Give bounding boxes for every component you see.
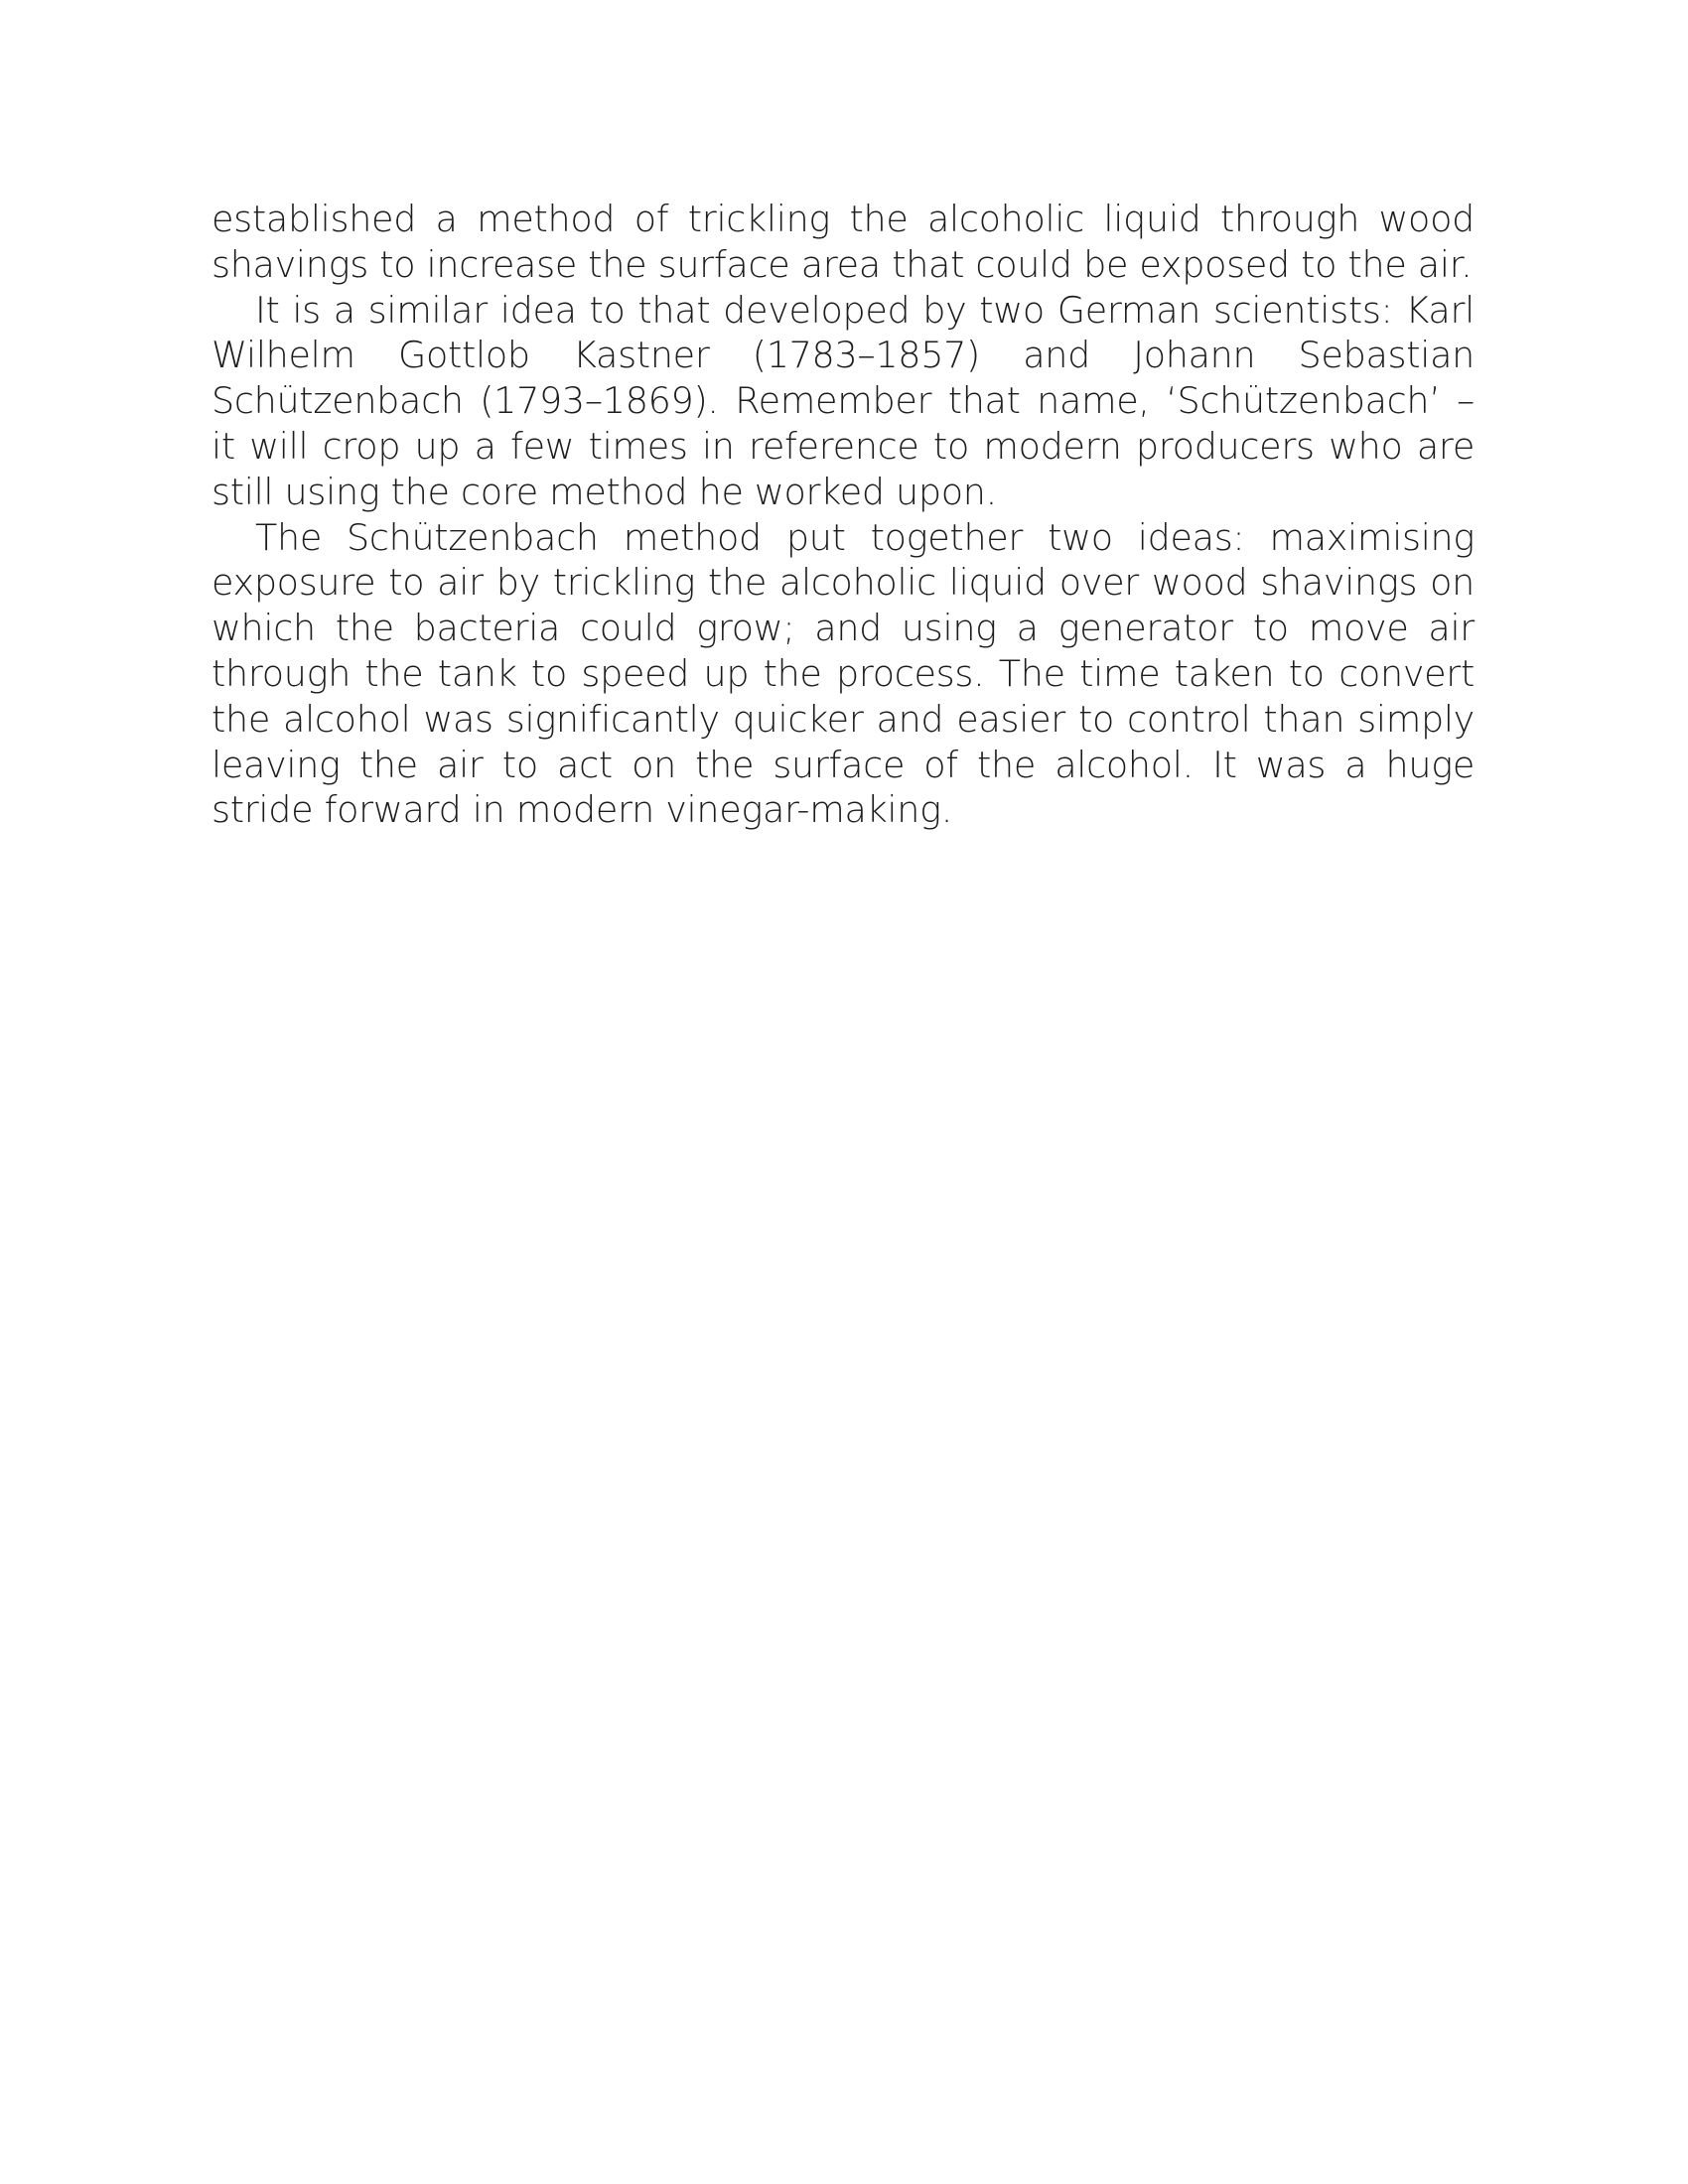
body-text [211, 197, 1475, 833]
paragraph-kastner-schutzenbach: It is a similar idea to that developed by two German scientists: Karl Wilhelm Gottlob Kastner (1783–1857) and Johann Sebastian Schützenbach (1793–1869). Remember that name, ‘Schützenbach’ – it will crop up a few times in reference to modern producers who are still using the core method he worked upon. [211, 288, 1475, 513]
paragraph-schutzenbach-method: The Schützenbach method put together two ideas: maximising exposure to air by trickling the alcoholic liquid over wood shavings on which the bacteria could grow; and using a generator to move air through the tank to speed up the process. The time taken to convert the alcohol was significantly quicker and easier to control than simply leaving the air to act on the surface of the alcohol. It was a huge stride forward in modern vinegar-making. [211, 515, 1475, 832]
paragraph-continuation: established a method of trickling the alcoholic liquid through wood shavings to increase the surface area that could be exposed to the air. [211, 198, 1475, 286]
